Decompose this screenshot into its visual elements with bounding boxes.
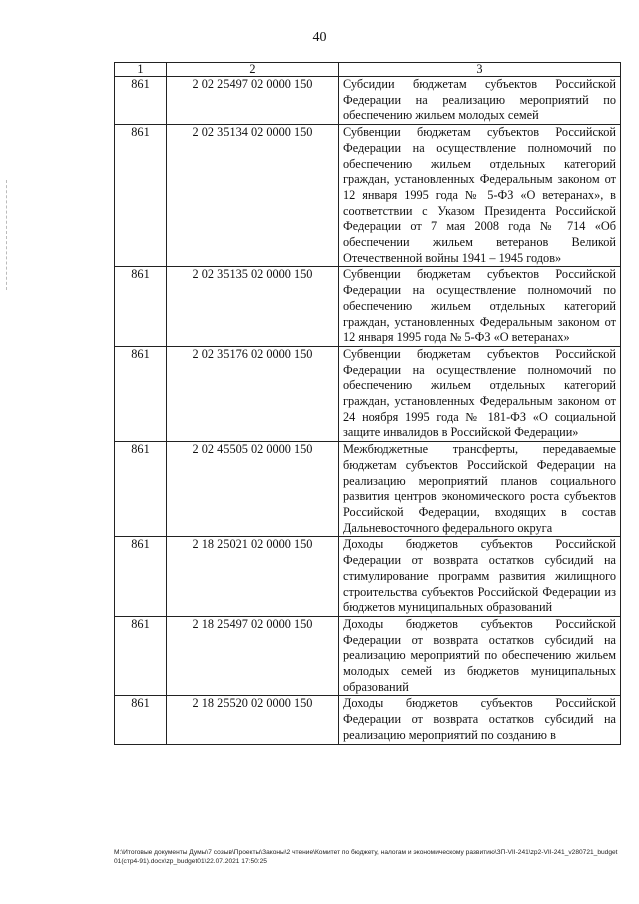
admin-code-cell: 861 xyxy=(115,77,167,125)
table-row xyxy=(115,125,621,267)
description-cell: Межбюджетные трансферты, передаваемые бюджетам субъектов Российской Федерации на реализацию мероприятий планов социального развития центров экономического роста субъектов Российской Федерации, входящих в состав Дальневосточного федерального округа xyxy=(339,442,621,537)
table-row xyxy=(115,696,621,744)
admin-code-cell: 861 xyxy=(115,346,167,441)
description-cell: Субвенции бюджетам субъектов Российской Федерации на осуществление полномочий по обеспечению жильем отдельных категорий граждан, установленных Федеральным законом от 12 января 1995 года № 5-ФЗ «О ветеранах» xyxy=(339,267,621,347)
table-row xyxy=(115,267,621,347)
page-number: 40 xyxy=(312,30,327,45)
description-cell: Субвенции бюджетам субъектов Российской Федерации на осуществление полномочий по обеспечению жильем отдельных категорий граждан, установленных Федеральным законом от 12 января 1995 года № 5-ФЗ «О ветеранах», в соответствии с Указом Президента Российской Федерации от 7 мая 2008 года № 714 «Об обеспечении жильем ветеранов Великой Отечественной войны 1941 – 1945 годов» xyxy=(339,125,621,267)
table-header-row xyxy=(115,63,621,77)
budget-code-cell: 2 02 35176 02 0000 150 xyxy=(167,346,339,441)
budget-code-cell: 2 18 25520 02 0000 150 xyxy=(167,696,339,744)
budget-code-cell: 2 02 35134 02 0000 150 xyxy=(167,125,339,267)
table-row xyxy=(115,346,621,441)
admin-code-cell: 861 xyxy=(115,537,167,617)
budget-code-cell: 2 02 25497 02 0000 150 xyxy=(167,77,339,125)
budget-code-cell: 2 18 25497 02 0000 150 xyxy=(167,616,339,696)
admin-code-cell: 861 xyxy=(115,616,167,696)
revenue-codes-table xyxy=(114,62,621,745)
description-cell: Субсидии бюджетам субъектов Российской Федерации на реализацию мероприятий по обеспечению жильем молодых семей xyxy=(339,77,621,125)
budget-code-cell: 2 02 35135 02 0000 150 xyxy=(167,267,339,347)
header-col-3: 3 xyxy=(339,63,621,77)
table-row xyxy=(115,537,621,617)
admin-code-cell: 861 xyxy=(115,267,167,347)
table-row xyxy=(115,77,621,125)
admin-code-cell: 861 xyxy=(115,696,167,744)
description-cell: Доходы бюджетов субъектов Российской Федерации от возврата остатков субсидий на реализацию мероприятий по созданию в xyxy=(339,696,621,744)
budget-code-cell: 2 02 45505 02 0000 150 xyxy=(167,442,339,537)
budget-code-cell: 2 18 25021 02 0000 150 xyxy=(167,537,339,617)
admin-code-cell: 861 xyxy=(115,125,167,267)
header-col-1: 1 xyxy=(115,63,167,77)
description-cell: Субвенции бюджетам субъектов Российской Федерации на осуществление полномочий по обеспечению жильем отдельных категорий граждан, установленных Федеральным законом от 24 ноября 1995 года № 181-ФЗ «О социальной защите инвалидов в Российской Федерации» xyxy=(339,346,621,441)
table-row xyxy=(115,616,621,696)
description-cell: Доходы бюджетов субъектов Российской Федерации от возврата остатков субсидий на стимулирование программ развития жилищного строительства субъектов Российской Федерации из бюджетов муниципальных образований xyxy=(339,537,621,617)
description-cell: Доходы бюджетов субъектов Российской Федерации от возврата остатков субсидий на реализацию мероприятий по обеспечению жильем молодых семей из бюджетов муниципальных образований xyxy=(339,616,621,696)
admin-code-cell: 861 xyxy=(115,442,167,537)
table-row xyxy=(115,442,621,537)
scan-margin-mark xyxy=(6,180,7,290)
header-col-2: 2 xyxy=(167,63,339,77)
footer-file-path: М:\Итоговые документы Думы\7 созыв\Проекты\Законы\2 чтение\Комитет по бюджету, налогам и экономическому развитию\ЗП-VII-241\zp2-VII-241_v280721_budget01(стр4-91).docx\zp_budget01\22.07.2021 17:50:25 xyxy=(114,849,618,865)
